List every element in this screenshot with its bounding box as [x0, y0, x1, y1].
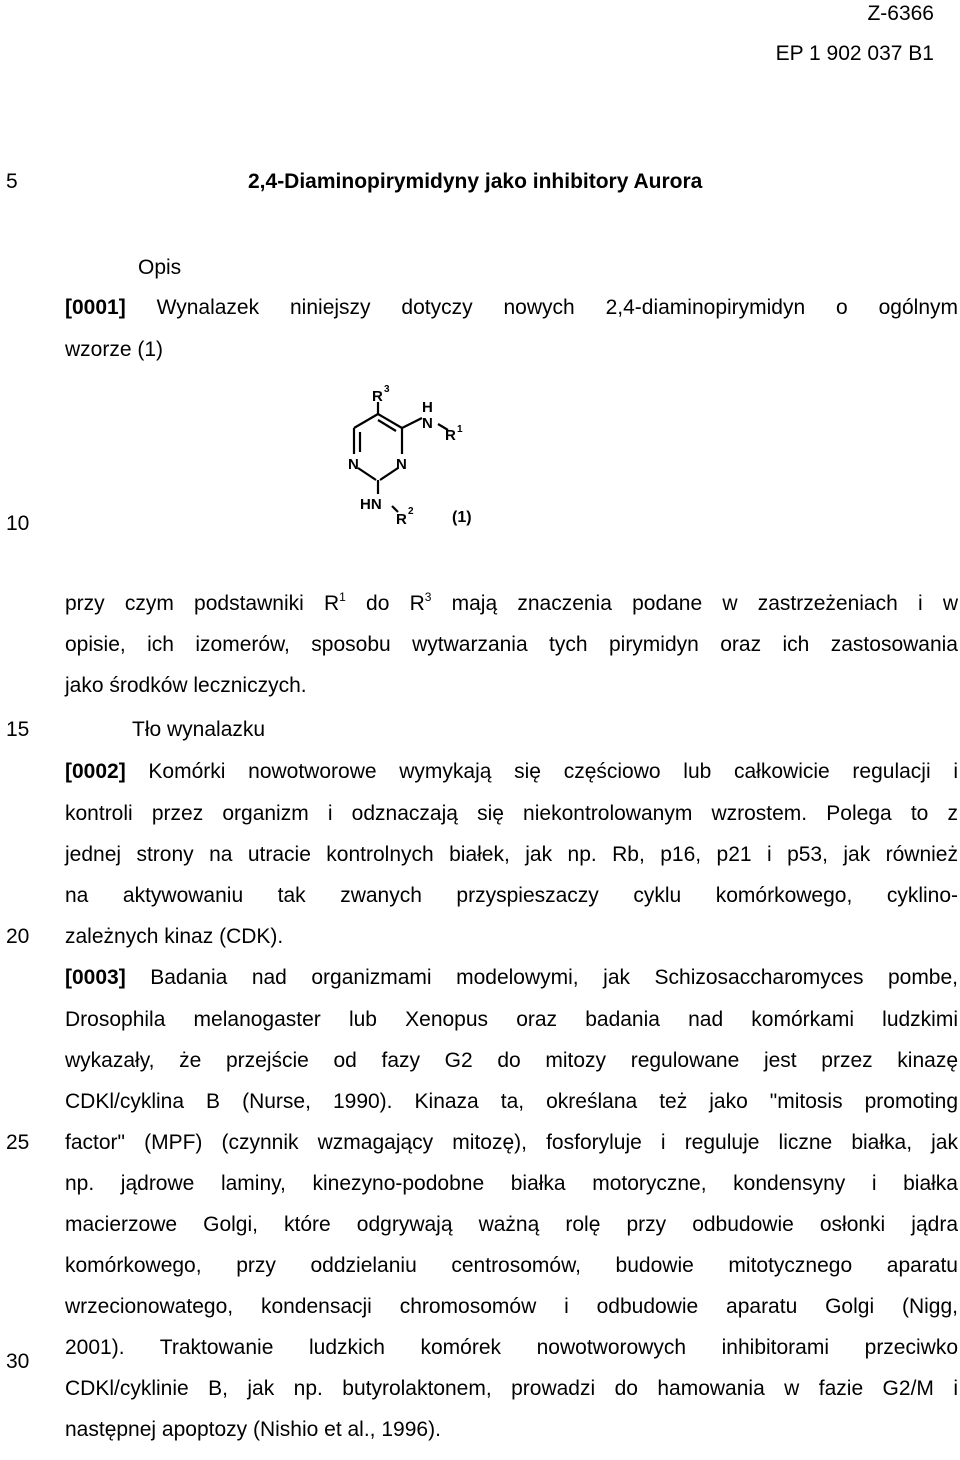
paragraph-0002-text: Komórki nowotworowe wymykają się częściowo lub całkowicie regulacji i: [148, 760, 958, 783]
text-fragment: do R: [345, 592, 425, 615]
hn-label: HN: [360, 496, 382, 513]
paragraph-0003-line-5: factor" (MPF) (czynnik wzmagający mitozę), fosforyluje i reguluje liczne białka, jak: [65, 1131, 958, 1154]
bond-c4-nh: [402, 418, 422, 428]
paragraph-0001-text: Wynalazek niniejszy dotyczy nowych 2,4-diaminopirymidyn o ogólnym: [156, 296, 958, 319]
r1-letter: R: [445, 427, 456, 444]
section-heading-description: Opis: [138, 256, 182, 279]
bond-c2-n1: [358, 468, 376, 480]
paragraph-0003-line-1: [65, 966, 958, 990]
superscript-3: 3: [424, 590, 432, 604]
h-label: H: [422, 399, 433, 416]
r2-index: 2: [408, 506, 414, 517]
paragraph-0002-line-2: kontroli przez organizm i odznaczają się niekontrolowanym wzrostem. Polega to z: [65, 802, 958, 825]
paragraph-0003-line-2: Drosophila melanogaster lub Xenopus oraz badania nad komórkami ludzkimi: [65, 1008, 958, 1031]
n-left-label: N: [348, 456, 359, 473]
paragraph-0003-line-11: CDKl/cyklinie B, jak np. butyrolaktonem, prowadzi do hamowania w fazie G2/M i: [65, 1377, 958, 1400]
n-right-label: N: [396, 456, 407, 473]
line-number-20: 20: [6, 925, 30, 948]
double-bond-c5-c4: [378, 420, 396, 431]
paragraph-substituents-line-2: opisie, ich izomerów, sposobu wytwarzania tych pirymidyn oraz ich zastosowania: [65, 633, 958, 656]
paragraph-0003-line-6: np. jądrowe laminy, kinezyno-podobne białka motoryczne, kondensyny i białka: [65, 1172, 958, 1195]
r3-index: 3: [384, 384, 390, 395]
paragraph-tag-0002: [0002]: [65, 760, 126, 783]
line-number-15: 15: [6, 718, 30, 741]
paragraph-0003-line-10: 2001). Traktowanie ludzkich komórek nowotworowych inhibitorami przeciwko: [65, 1336, 958, 1359]
chemical-structure-formula: [330, 380, 510, 530]
line-number-5: 5: [6, 170, 18, 193]
paragraph-0003-line-8: komórkowego, przy oddzielaniu centrosomów, budowie mitotycznego aparatu: [65, 1254, 958, 1277]
paragraph-0003-line-12: następnej apoptozy (Nishio et al., 1996).: [65, 1418, 441, 1441]
paragraph-0003-text: Badania nad organizmami modelowymi, jak Schizosaccharomyces pombe,: [150, 966, 959, 989]
line-number-25: 25: [6, 1131, 30, 1154]
line-number-30: 30: [6, 1350, 30, 1373]
paragraph-0003-line-7: macierzowe Golgi, które odgrywają ważną rolę przy odbudowie osłonki jądra: [65, 1213, 958, 1236]
paragraph-substituents-line-3: jako środków leczniczych.: [65, 674, 307, 697]
paragraph-0001-line-2: wzorze (1): [65, 338, 164, 361]
paragraph-0002-line-1: [65, 760, 958, 784]
superscript-1: 1: [339, 590, 346, 604]
r1-index: 1: [457, 424, 463, 435]
r2-letter: R: [396, 511, 407, 528]
paragraph-tag-0001: [0001]: [65, 296, 126, 319]
paragraph-0002-line-3: jednej strony na utracie kontrolnych białek, jak np. Rb, p16, p21 i p53, jak również: [65, 843, 958, 866]
text-fragment: mają znaczenia podane w zastrzeżeniach i w: [431, 592, 959, 615]
patent-number: EP 1 902 037 B1: [775, 42, 934, 65]
n-top-label: N: [422, 415, 433, 432]
line-number-10: 10: [6, 512, 30, 535]
paragraph-substituents-line-1: [65, 592, 958, 616]
paragraph-0001-line-1: [65, 296, 958, 320]
text-fragment: przy czym podstawniki R: [65, 592, 340, 615]
paragraph-0002-line-5: zależnych kinaz (CDK).: [65, 925, 284, 948]
formula-label: (1): [452, 509, 472, 526]
paragraph-0003-line-4: CDKl/cyklina B (Nurse, 1990). Kinaza ta, określana też jako "mitosis promoting: [65, 1090, 958, 1113]
r3-letter: R: [372, 388, 383, 405]
paragraph-0003-line-9: wrzecionowatego, kondensacji chromosomów i odbudowie aparatu Golgi (Nigg,: [65, 1295, 958, 1318]
paragraph-tag-0003: [0003]: [65, 966, 126, 989]
paragraph-0003-line-3: wykazały, że przejście od fazy G2 do mitozy regulowane jest przez kinazę: [65, 1049, 958, 1072]
document-title: 2,4-Diaminopirymidyny jako inhibitory Aurora: [248, 170, 703, 193]
document-code: Z-6366: [867, 2, 934, 25]
section-heading-background: Tło wynalazku: [132, 718, 266, 741]
bond-c6-c5: [354, 414, 378, 428]
paragraph-0002-line-4: na aktywowaniu tak zwanych przyspieszaczy cyklu komórkowego, cyklino-: [65, 884, 958, 907]
